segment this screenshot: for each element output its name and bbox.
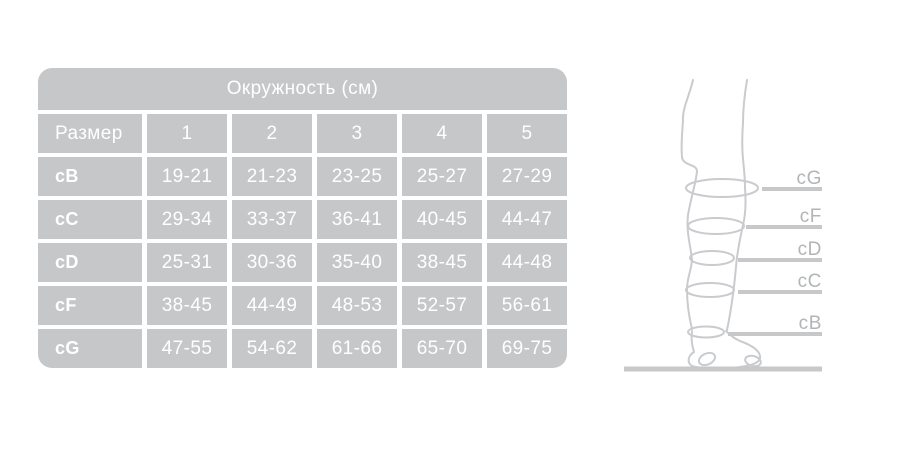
- value-cell: 54-62: [232, 329, 312, 368]
- measurement-labels: [797, 168, 822, 334]
- row-label-cf: cF: [38, 286, 142, 325]
- ring-cc: [686, 283, 734, 297]
- measurement-label-cg: cG: [796, 168, 822, 189]
- value-cell: 65-70: [402, 329, 482, 368]
- value-cell: 25-31: [147, 243, 227, 282]
- value-cell: 56-61: [487, 286, 567, 325]
- value-cell: 30-36: [232, 243, 312, 282]
- heel-mark: [697, 350, 717, 367]
- column-header-5: 5: [487, 114, 567, 153]
- column-header-2: 2: [232, 114, 312, 153]
- value-cell: 69-75: [487, 329, 567, 368]
- ring-cd: [690, 251, 734, 265]
- value-cell: 23-25: [317, 157, 397, 196]
- value-cell: 52-57: [402, 286, 482, 325]
- row-label-cc: cC: [38, 200, 142, 239]
- value-cell: 35-40: [317, 243, 397, 282]
- ring-cb: [688, 327, 724, 338]
- measurement-lines: [624, 189, 822, 369]
- measurement-label-cf: cF: [799, 206, 822, 227]
- column-header-4: 4: [402, 114, 482, 153]
- row-label-cg: cG: [38, 329, 142, 368]
- value-cell: 44-48: [487, 243, 567, 282]
- value-cell: 19-21: [147, 157, 227, 196]
- value-cell: 25-27: [402, 157, 482, 196]
- column-header-3: 3: [317, 114, 397, 153]
- row-label-cd: cD: [38, 243, 142, 282]
- size-table: [38, 68, 567, 368]
- leg-left-contour: [682, 80, 697, 329]
- column-header-1: 1: [147, 114, 227, 153]
- value-cell: 48-53: [317, 286, 397, 325]
- value-cell: 61-66: [317, 329, 397, 368]
- value-cell: 40-45: [402, 200, 482, 239]
- table-title: Окружность (см): [38, 68, 567, 110]
- ring-cg: [686, 179, 758, 197]
- value-cell: 44-47: [487, 200, 567, 239]
- value-cell: 47-55: [147, 329, 227, 368]
- value-cell: 21-23: [232, 157, 312, 196]
- value-cell: 27-29: [487, 157, 567, 196]
- leg-outline-illustration: [682, 80, 762, 369]
- value-cell: 38-45: [147, 286, 227, 325]
- measurement-label-cc: cC: [797, 271, 822, 292]
- measurement-label-cd: cD: [797, 239, 822, 260]
- value-cell: 38-45: [402, 243, 482, 282]
- value-cell: 29-34: [147, 200, 227, 239]
- value-cell: 33-37: [232, 200, 312, 239]
- value-cell: 44-49: [232, 286, 312, 325]
- leg-measurement-diagram: [612, 75, 887, 375]
- ring-cf: [688, 218, 744, 234]
- row-label-cb: cB: [38, 157, 142, 196]
- measurement-label-cb: cB: [798, 313, 822, 334]
- value-cell: 36-41: [317, 200, 397, 239]
- size-row-header: Размер: [38, 114, 142, 153]
